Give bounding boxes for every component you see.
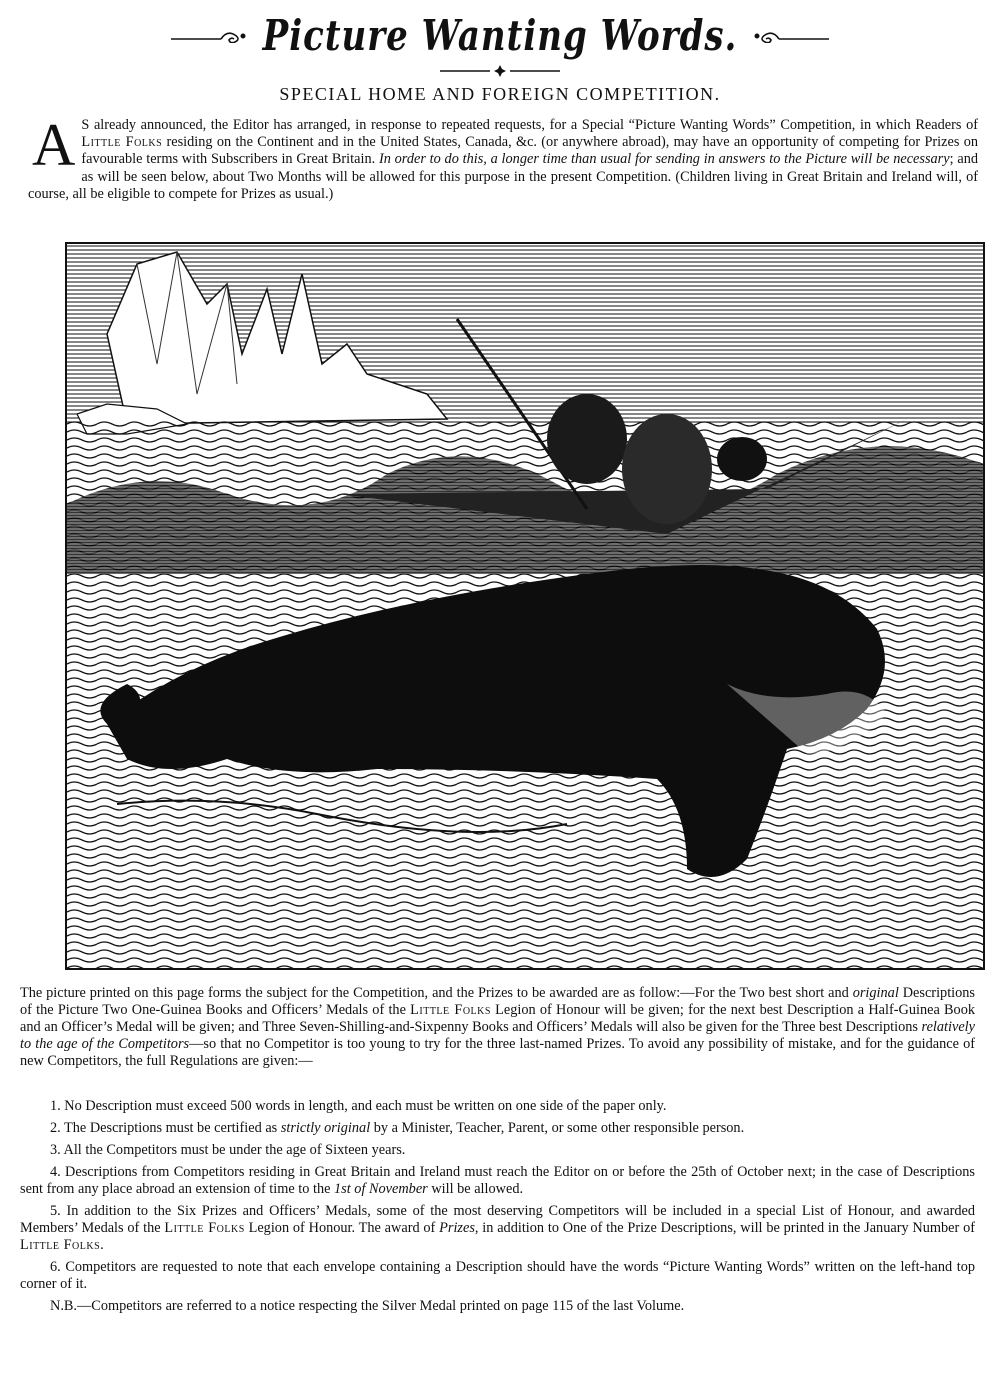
body-paragraph (20, 985, 975, 1070)
intro-text: ; and as will be seen below, about Two Months will be allowed for this purpose in the present Competition. (Children living in Great Britain and Ireland will, of course, all be eligible to compete for Prizes as usual.) (28, 151, 978, 202)
regulations-list (20, 1098, 975, 1320)
hunter-body (622, 414, 712, 524)
magazine-name: Little Folks (81, 134, 163, 151)
title-divider-icon (440, 64, 560, 78)
rule-item: 3. All the Competitors must be under the age of Sixteen years. (50, 1142, 406, 1158)
page-subtitle: SPECIAL HOME AND FOREIGN COMPETITION. (279, 84, 721, 104)
rule-item: 6. Competitors are requested to note that each envelope containing a Description should have the words “Picture Wanting Words” written on the left-hand top corner of it. (20, 1259, 975, 1292)
right-flourish-icon (751, 29, 829, 43)
intro-text: residing on the Continent and in the United States, Canada, &c. (or anywhere abroad), may have an opportunity of competing for Prizes on favourable terms with Subscribers in Great Britain. (81, 134, 978, 168)
page-title: Picture Wanting Words. (262, 11, 738, 61)
rule-item: 1. No Description must exceed 500 words in length, and each must be written on one side of the paper only. (50, 1098, 667, 1114)
body-text: Descriptions of the Picture Two One-Guinea Books and Officers’ Medals of the (20, 985, 975, 1018)
intro-paragraph (28, 112, 978, 203)
body-text: —so that no Competitor is too young to try for the three last-named Prizes. To avoid any possibility of mistake, and for the guidance of new Competitors, the full Regulations are given:— (20, 1036, 975, 1069)
nota-bene: N.B.—Competitors are referred to a notice respecting the Silver Medal printed on page 115 of the last Volume. (50, 1298, 685, 1314)
rule-item: 5. In addition to the Six Prizes and Officers’ Medals, some of the most deserving Competitors will be included in a special List of Honour, and awarded Members’ Medals of the Little Folks Legion of Honour. The award of Prizes, in addition to One of the Prize Descriptions, will be printed in the January Number of Little Folks. (20, 1203, 975, 1253)
title-row (0, 10, 1000, 62)
hunter (547, 394, 627, 484)
magazine-name: Little Folks (410, 1002, 491, 1018)
intro-text: S already announced, the Editor has arranged, in response to repeated requests, for a Special “Picture Wanting Words” Competition, in which Readers of (81, 117, 978, 133)
walrus-illustration (65, 242, 985, 970)
rule-item: 2. The Descriptions must be certified as strictly original by a Minister, Teacher, Parent, or some other responsible person. (50, 1120, 745, 1136)
left-flourish-icon (171, 29, 249, 43)
engraving-icon (67, 244, 983, 968)
rule-item: 4. Descriptions from Competitors residing in Great Britain and Ireland must reach the Editor on or before the 25th of October next; in the case of Descriptions sent from any place abroad an extension of time to the 1st of November will be allowed. (20, 1164, 975, 1197)
drop-cap: A (32, 112, 76, 178)
intro-italic: In order to do this, a longer time than usual for sending in answers to the Picture will be necessary (378, 151, 950, 168)
body-italic: relatively to the age of the Competitors (20, 1019, 975, 1052)
body-text: Legion of Honour will be given; for the next best Description a Half-Guinea Book and an Officer’s Medal will be given; and Three Seven-Shilling-and-Sixpenny Books and Officers’ Medals will also be given for the Three best Descriptions (20, 1002, 975, 1035)
body-text: The picture printed on this page forms the subject for the Competition, and the Prizes to be awarded are as follow:—For the Two best short and (20, 985, 853, 1001)
body-italic: original (852, 985, 899, 1001)
